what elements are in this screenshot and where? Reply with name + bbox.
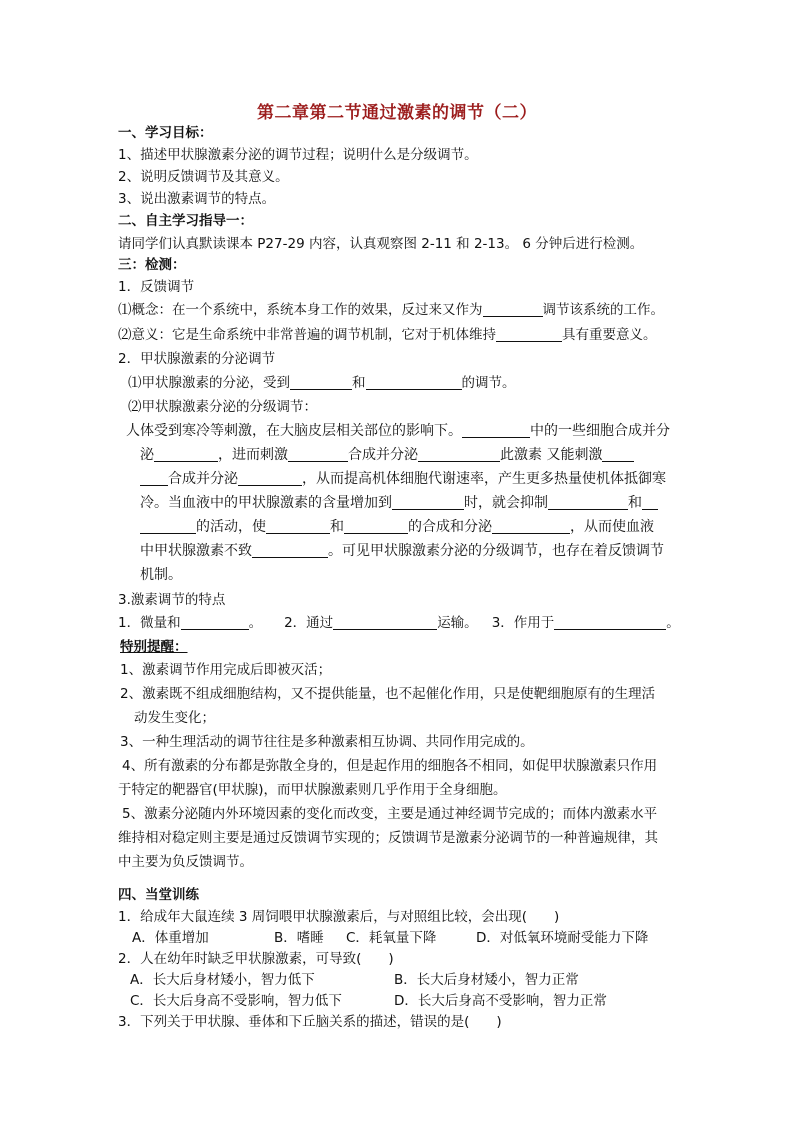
para-text: ，进而刺激 bbox=[218, 447, 288, 463]
tip-3: 3、一种生理活动的调节往往是多种激素相互协调、共同作用完成的。 bbox=[120, 734, 534, 750]
goal-item-3: 3、说出激素调节的特点。 bbox=[118, 191, 276, 207]
tip-5-line-3: 中主要为负反馈调节。 bbox=[118, 854, 253, 870]
para-text: 和 bbox=[330, 519, 344, 535]
q3-text: 。 bbox=[666, 615, 680, 631]
tip-4-line-1: 4、所有激素的分布都是弥散全身的，但是起作用的细胞各不相同，如促甲状腺激素只作用 bbox=[122, 758, 658, 774]
para-line-4 bbox=[140, 494, 658, 512]
q2-1-text: ⑴甲状腺激素的分泌，受到 bbox=[128, 375, 290, 391]
exercise-q3: 3．下列关于甲状腺、垂体和下丘脑关系的描述，错误的是( ) bbox=[118, 1014, 502, 1030]
fill-blank[interactable] bbox=[496, 327, 562, 342]
exercise-q1-option-d[interactable]: D．对低氧环境耐受能力下降 bbox=[476, 930, 649, 946]
q3-title: 3.激素调节的特点 bbox=[118, 592, 226, 608]
q1-meaning-line bbox=[118, 326, 657, 344]
para-text: 。可见甲状腺激素分泌的分级调节，也存在着反馈调节 bbox=[328, 543, 664, 559]
tip-2-line-2: 动发生变化； bbox=[134, 710, 215, 726]
para-line-3 bbox=[140, 470, 666, 488]
exercise-q2-option-b[interactable]: B．长大后身材矮小，智力正常 bbox=[394, 972, 579, 988]
fill-blank[interactable] bbox=[492, 519, 570, 534]
fill-blank[interactable] bbox=[181, 615, 249, 630]
exercise-q2: 2．人在幼年时缺乏甲状腺激素，可导致( ) bbox=[118, 951, 394, 967]
para-text: 人体受到寒冷等刺激，在大脑皮层相关部位的影响下。 bbox=[126, 423, 462, 439]
fill-blank[interactable] bbox=[288, 447, 348, 462]
para-text: 合成并分泌 bbox=[348, 447, 418, 463]
para-line-5 bbox=[140, 518, 654, 536]
tips-heading: 特别提醒： bbox=[120, 639, 188, 655]
fill-blank[interactable] bbox=[140, 519, 196, 534]
fill-blank[interactable] bbox=[238, 471, 302, 486]
goal-item-2: 2、说明反馈调节及其意义。 bbox=[118, 169, 289, 185]
fill-blank[interactable] bbox=[418, 447, 500, 462]
para-text: 时，就会抑制 bbox=[464, 495, 548, 511]
para-text: 的合成和分泌 bbox=[408, 519, 492, 535]
tip-5-line-2: 维持相对稳定则主要是通过反馈调节实现的；反馈调节是激素分泌调节的一种普遍规律，其 bbox=[118, 830, 658, 846]
fill-blank[interactable] bbox=[333, 615, 437, 630]
fill-blank[interactable] bbox=[483, 302, 543, 317]
q3-text: 3．作用于 bbox=[491, 615, 555, 631]
fill-blank[interactable] bbox=[366, 375, 462, 390]
para-text: 中甲状腺激素不致 bbox=[140, 543, 252, 559]
para-text: 和 bbox=[628, 495, 642, 511]
section-3-heading: 三：检测： bbox=[118, 257, 186, 273]
fill-blank[interactable] bbox=[548, 495, 628, 510]
para-line-1 bbox=[126, 422, 670, 440]
q1-meaning-tail: 具有重要意义。 bbox=[562, 327, 657, 343]
goal-item-1: 1、描述甲状腺激素分泌的调节过程；说明什么是分级调节。 bbox=[118, 147, 478, 163]
page-title: 第二章第二节通过激素的调节（二） bbox=[257, 103, 537, 123]
fill-blank[interactable] bbox=[642, 495, 658, 510]
q2-1-line bbox=[128, 374, 516, 392]
q1-concept-text: ⑴概念：在一个系统中，系统本身工作的效果，反过来又作为 bbox=[118, 302, 483, 318]
self-study-text: 请同学们认真默读课本 P27-29 内容，认真观察图 2-11 和 2-13。 6 分钟后进行检测。 bbox=[118, 236, 644, 252]
q3-text: 运输。 bbox=[437, 615, 478, 631]
para-text: ，从而提高机体细胞代谢速率，产生更多热量使机体抵御寒 bbox=[302, 471, 666, 487]
exercise-q2-option-c[interactable]: C．长大后身高不受影响，智力低下 bbox=[130, 993, 342, 1009]
fill-blank[interactable] bbox=[154, 447, 218, 462]
section-2-heading: 二、自主学习指导一： bbox=[118, 213, 253, 229]
q1-concept-line bbox=[118, 301, 664, 319]
section-1-heading: 一、学习目标： bbox=[118, 125, 213, 141]
para-text: 的活动，使 bbox=[196, 519, 266, 535]
fill-blank[interactable] bbox=[392, 495, 464, 510]
exercise-q1-option-c[interactable]: C．耗氧量下降 bbox=[346, 930, 437, 946]
para-text: 合成并分泌 bbox=[168, 471, 238, 487]
para-line-6 bbox=[140, 542, 664, 560]
fill-blank[interactable] bbox=[462, 423, 530, 438]
exercise-q2-option-d[interactable]: D．长大后身高不受影响，智力正常 bbox=[394, 993, 607, 1009]
q3-line bbox=[118, 614, 680, 632]
para-text: 中的一些细胞合成并分 bbox=[530, 423, 670, 439]
fill-blank[interactable] bbox=[266, 519, 330, 534]
fill-blank[interactable] bbox=[290, 375, 352, 390]
para-line-2 bbox=[140, 446, 634, 464]
para-line-7: 机制。 bbox=[140, 567, 182, 583]
tip-2-line-1: 2、激素既不组成细胞结构，又不提供能量，也不起催化作用，只是使靶细胞原有的生理活 bbox=[120, 686, 656, 702]
fill-blank[interactable] bbox=[140, 471, 168, 486]
fill-blank[interactable] bbox=[554, 615, 666, 630]
para-text: ，从而使血液 bbox=[570, 519, 654, 535]
q2-1-and: 和 bbox=[352, 375, 366, 391]
tip-1: 1、激素调节作用完成后即被灭活； bbox=[120, 662, 332, 678]
tip-5-line-1: 5、激素分泌随内外环境因素的变化而改变，主要是通过神经调节完成的；而体内激素水平 bbox=[122, 806, 658, 822]
section-4-heading: 四、当堂训练 bbox=[118, 887, 199, 903]
q2-2-title: ⑵甲状腺激素分泌的分级调节： bbox=[128, 399, 317, 415]
fill-blank[interactable] bbox=[602, 447, 634, 462]
exercise-q1-option-b[interactable]: B．嗜睡 bbox=[274, 930, 324, 946]
q1-meaning-text: ⑵意义：它是生命系统中非常普遍的调节机制，它对于机体维持 bbox=[118, 327, 496, 343]
exercise-q1-option-a[interactable]: A．体重增加 bbox=[132, 930, 209, 946]
exercise-q2-option-a[interactable]: A．长大后身材矮小，智力低下 bbox=[130, 972, 315, 988]
q2-title: 2．甲状腺激素的分泌调节 bbox=[118, 351, 276, 367]
para-text: 此激素 又能刺激 bbox=[500, 447, 603, 463]
q2-1-tail: 的调节。 bbox=[461, 375, 516, 391]
q1-concept-tail: 调节该系统的工作。 bbox=[542, 302, 664, 318]
q3-text: 2．通过 bbox=[284, 615, 334, 631]
exercise-q1: 1．给成年大鼠连续 3 周饲喂甲状腺激素后，与对照组比较，会出现( ) bbox=[118, 909, 560, 925]
q3-text: 1．微量和 bbox=[118, 615, 181, 631]
q3-text: 。 bbox=[248, 615, 263, 631]
tip-4-line-2: 于特定的靶器官(甲状腺)，而甲状腺激素则几乎作用于全身细胞。 bbox=[118, 782, 507, 798]
para-text: 泌 bbox=[140, 447, 154, 463]
fill-blank[interactable] bbox=[344, 519, 408, 534]
fill-blank[interactable] bbox=[252, 543, 328, 558]
para-text: 冷。当血液中的甲状腺激素的含量增加到 bbox=[140, 495, 392, 511]
q1-title: 1．反馈调节 bbox=[118, 279, 195, 295]
